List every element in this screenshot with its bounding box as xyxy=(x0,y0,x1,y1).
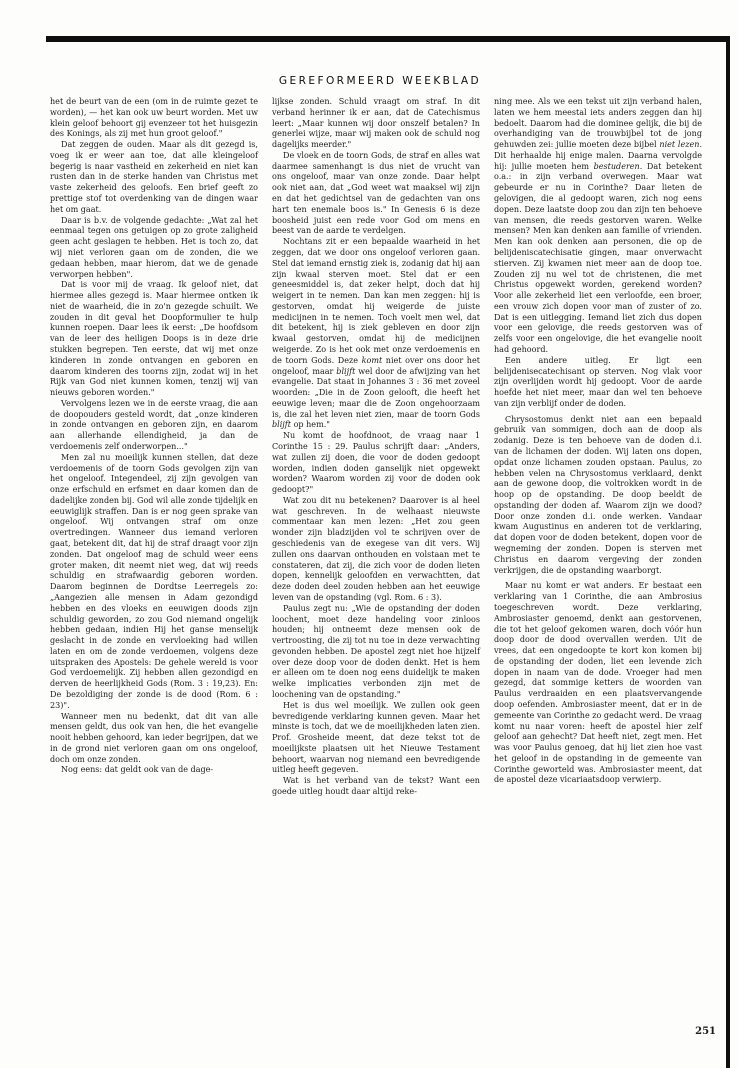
paragraph: Een andere uitleg. Er ligt een belijdenisecatechisant op sterven. Nog vlak voor zijn overlijden wordt hij gedoopt. Voor de aarde hoefde het niet meer, maar dan wel ten behoeve van zijn verblijf onder de doden. xyxy=(494,355,702,408)
paragraph: De vloek en de toorn Gods, de straf en alles wat daarmee samenhangt is dus niet de vrucht van ons ongeloof, maar van onze zonde. Daar helpt ook niet aan, dat „God weet wat maaksel wij zijn en dat het gedichtsel van de gedachten van ons hart ten enemale boos is." In Genesis 6 is deze boosheid juist een rede voor God om mens en beest van de aarde te verdelgen. xyxy=(272,150,480,236)
text-column-2 xyxy=(272,97,480,798)
text-column-3 xyxy=(494,97,702,786)
right-border-rule xyxy=(726,36,730,1068)
paragraph: Wanneer men nu bedenkt, dat dit van alle mensen geldt, dus ook van hen, die het evangelie nooit hebben gehoord, kan ieder begrijpen, dat we in de grond niet verloren gaan om ons ongeloof, doch om onze zonden. xyxy=(50,711,258,764)
paragraph: Wat zou dit nu betekenen? Daarover is al heel wat geschreven. In de welhaast nieuwste commentaar kan men lezen: „Het zou geen wonder zijn bladzijden vol te schrijven over de geschiedenis van de exegese van dit vers. Wij zullen ons daarvan onthouden en volstaan met te constateren, dat zij, die zich voor de doden lieten dopen, kennelijk geloofden en verwachtten, dat deze doden deel zouden hebben aan het eeuwige leven van de opstanding (vgl. Rom. 6 : 3). xyxy=(272,495,480,602)
top-border-rule xyxy=(46,36,730,42)
paragraph: Nu komt de hoofdnoot, de vraag naar 1 Corinthe 15 : 29. Paulus schrijft daar: „Anders, wat zullen zij doen, die voor de doden gedoopt worden, indien doden ganselijk niet opgewekt worden? Waarom worden zij voor de doden ook gedoopt?" xyxy=(272,431,480,495)
paragraph: Daar is b.v. de volgende gedachte: „Wat zal het eenmaal tegen ons getuigen op zo grote zaligheid geen acht geslagen te hebben. Het is toch zo, dat wij niet verloren gaan om de zonden, die we gedaan hebben, maar hierom, dat we de genade verworpen hebben". xyxy=(50,215,258,279)
paragraph: Men zal nu moeilijk kunnen stellen, dat deze verdoemenis of de toorn Gods gevolgen zijn van het ongeloof. Integendeel, zij zijn gevolgen van onze erfschuld en erfsmet en daar komen dan de dadelijke zonden bij. God wil alle zonde tijdelijk en eeuwiglijk straffen. Dan is er nog geen sprake van ongeloof. Wij ontvangen straf om onze overtredingen. Wanneer dus iemand verloren gaat, betekent dit, dat hij de straf draagt voor zijn zonden. Dat ongeloof mag de schuld weer eens groter maken, dit neemt niet weg, dat wij reeds schuldig en strafwaardig geboren worden. Daarom beginnen de Dordtse Leerregels zo: „Aangezien alle mensen in Adam gezondigd hebben en des vloeks en eeuwigen doods zijn schuldig geworden, zo zou God niemand ongelijk hebben gedaan, indien Hij het ganse menselijk geslacht in de zonde en vervloeking had willen laten en om de zonde verdoemen, volgens deze uitspraken des Apostels: De gehele wereld is voor God verdoemelijk. Zij hebben allen gezondigd en derven de heerlijkheid Gods (Rom. 3 : 19,23). En: De bezoldiging der zonde is de dood (Rom. 6 : 23)". xyxy=(50,452,258,710)
paragraph: Paulus zegt nu: „Wie de opstanding der doden loochent, moet deze handeling voor zinloos houden; hij ontneemt deze mensen ook de vertroosting, die zij tot nu toe in deze verwachting gevonden hebben. De apostel zegt niet hoe hijzelf over deze doop voor de doden denkt. Het is hem er alleen om te doen nog eens duidelijk te maken welke implicaties verbonden zijn met de loochening van de opstanding." xyxy=(272,603,480,699)
paragraph: ning mee. Als we een tekst uit zijn verband halen, laten we hem meestal iets anders zeggen dan hij bedoelt. Daarom had die dominee gelijk, die bij de overhandiging van de trouwbijbel tot de jong gehuwden zei: jullie moeten deze bijbel niet lezen. Dit herhaalde hij enige malen. Daarna vervolgde hij: jullie moeten hem bestuderen. Dat betekent o.a.: in zijn verband overwegen. Maar wat gebeurde er nu in Corinthe? Daar lieten de gelovigen, die al gedoopt waren, zich nog eens dopen. Deze laatste doop zou dan zijn ten behoeve van mensen, die reeds gestorven waren. Welke mensen? Men kan denken aan familie of vrienden. Men kan ook denken aan personen, die op de belijdeniscatechisatie gingen, maar onverwacht stierven. Zij kwamen niet meer aan de doop toe. Zouden zij nu wel tot de christenen, die met Christus opgewekt worden, gerekend worden? Voor alle zekerheid liet een verloofde, een broer, een vrouw zich dopen voor man of zuster of zo. Dat is een uitlegging. Iemand liet zich dus dopen voor een gelovige, die reeds gestorven was of zelfs voor een ongelovige, die het evangelie nooit had gehoord. xyxy=(494,97,702,354)
running-header: GEREFORMEERD WEEKBLAD xyxy=(278,75,482,87)
paragraph: Nog eens: dat geldt ook van de dage- xyxy=(61,765,214,775)
paragraph: Maar nu komt er wat anders. Er bestaat een verklaring van 1 Corinthe, die aan Ambrosius toegeschreven wordt. Deze verklaring, Ambrosiaster genoemd, denkt aan gestorvenen, die tot het geloof gekomen waren, doch vóór hun doop door de dood overvallen werden. Uit de vrees, dat een ongedoopte te kort kon komen bij de opstanding der doden, liet een levende zich dopen in naam van de dode. Vroeger had men gezegd, dat sommige ketters de woorden van Paulus verdraaiden en een plaatsvervangende doop oefenden. Ambrosiaster meent, dat er in de gemeente van Corinthe zo gedacht werd. De vraag komt nu naar voren: heeft de apostel hier zelf geloof aan gehecht? Dat heeft niet, zegt men. Het was voor Paulus genoeg, dat hij liet zien hoe vast het geloof in de opstanding in de gemeente van Corinthe geworteld was. Ambrosiaster meent, dat de apostel deze vicariaatsdoop verwierp. xyxy=(494,581,702,785)
paragraph: Wat is het verband van de tekst? Want een goede uitleg houdt daar altijd reke- xyxy=(272,776,480,796)
paragraph: lijkse zonden. Schuld vraagt om straf. In dit verband herinner ik er aan, dat de Catechismus leert: „Maar kunnen wij door onszelf betalen? In generlei wijze, maar wij maken ook de schuld nog dagelijks meerder." xyxy=(272,97,480,150)
paragraph: Chrysostomus denkt niet aan een bepaald gebruik van sommigen, doch aan de doop als zodanig. Deze is ten behoeve van de doden d.i. van de lichamen der doden. Wij laten ons dopen, opdat onze lichamen zouden opstaan. Paulus, zo hebben velen na Chrysostomus verklaard, denkt aan de gewone doop, die voltrokken wordt in de hoop op de opstanding. De doop beeldt de opstanding der doden af. Waarom zijn we dood? Door onze zonden d.i. onde werken. Vandaar kwam Augustinus en anderen tot de verklaring, dat dopen voor de doden betekent, dopen voor de wegneming der zonden. Dopen is sterven met Christus en daarom vergeving der zonden verkrijgen, die de opstanding waarborgt. xyxy=(494,414,702,575)
paragraph: Nochtans zit er een bepaalde waarheid in het zeggen, dat we door ons ongeloof verloren gaan. Stel dat iemand ernstig ziek is, zodanig dat hij aan zijn kwaal sterven moet. Stel dat er een geneesmiddel is, dat zeker helpt, doch dat hij weigert in te nemen. Dan kan men zeggen: hij is gestorven, omdat hij weigerde de juiste medicijnen in te nemen. Toch voelt men wel, dat dit betekent, hij is ziek gebleven en door zijn kwaal gestorven, omdat hij de medicijnen weigerde. Zo is het ook met onze verdoemenis en de toorn Gods. Deze komt niet over ons door het ongeloof, maar blijft wel door de afwijzing van het evangelie. Dat staat in Johannes 3 : 36 met zoveel woorden: „Die in de Zoon gelooft, die heeft het eeuwige leven; maar die de Zoon ongehoorzaam is, die zal het leven niet zien, maar de toorn Gods blijft op hem." xyxy=(272,237,481,430)
paragraph: Vervolgens lezen we in de eerste vraag, die aan de doopouders gesteld wordt, dat „onze kinderen in zonde ontvangen en geboren zijn, en daarom aan allerhande ellendigheid, ja dan de verdoemenis zelf onderworpen..." xyxy=(50,398,258,451)
paragraph: het de beurt van de een (om in de ruimte gezet te worden), — het kan ook uw beurt worden. Met uw klein geloof behoort gij evenzeer tot het huisgezin des Konings, als zij met hun groot geloof." xyxy=(50,97,258,139)
paragraph: Het is dus wel moeilijk. We zullen ook geen bevredigende verklaring kunnen geven. Maar het minste is toch, dat we de moeilijkheden laten zien. Prof. Grosheide meent, dat deze tekst tot de moeilijkste plaatsen uit het Nieuwe Testament behoort, waarvan nog niemand een bevredigende uitleg heeft gegeven. xyxy=(272,700,480,775)
paragraph: Dat is voor mij de vraag. Ik geloof niet, dat hiermee alles gezegd is. Maar hiermee ontken ik niet de waarheid, die in zo'n gezegde schuilt. We zouden in dit geval het Doopformulier te hulp kunnen roepen. Daar lees ik eerst: „De hoofdsom van de leer des heiligen Doops is in deze drie stukken begrepen. Ten eerste, dat wij met onze kinderen in zonde ontvangen en geboren en daarom kinderen des toorns zijn, zodat wij in het Rijk van God niet kunnen komen, tenzij wij van nieuws geboren worden." xyxy=(50,280,258,398)
page-number: 251 xyxy=(695,1026,716,1037)
paragraph: Dat zeggen de ouden. Maar als dit gezegd is, voeg ik er weer aan toe, dat alle kleingeloof begerig is naar vastheid en zekerheid en niet kan rusten dan in de sterke handen van Christus met vaste zekerheid des geloofs. Een brief geeft zo prettige stof tot overdenking van de dingen waar het om gaat. xyxy=(50,140,258,214)
text-column-1 xyxy=(50,97,258,776)
